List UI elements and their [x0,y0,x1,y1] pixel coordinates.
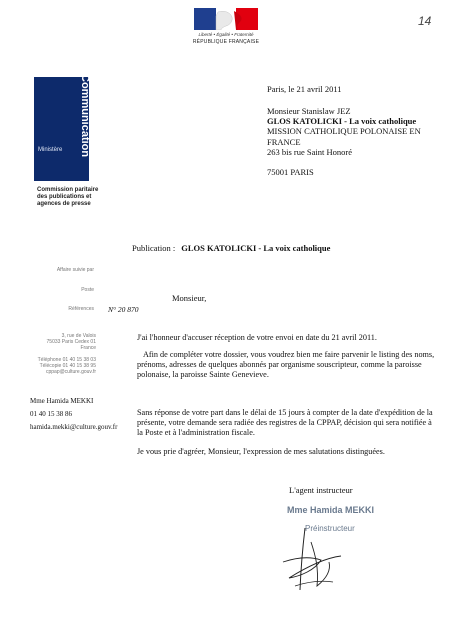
republique-francaise-logo [190,8,262,50]
recipient-organization: MISSION CATHOLIQUE POLONAISE EN [267,126,421,137]
ministry-label: Ministère [38,147,63,153]
commission-name [37,187,98,208]
recipient-organization-cont: FRANCE [267,136,301,147]
ministry-vertical-title [79,74,103,157]
ministry-communication-text: Communication [79,74,91,158]
address-fax: Télécopie 01 40 15 38 95 [39,363,96,369]
recipient-address [267,106,421,177]
reference-number: N° 20 870 [108,305,139,314]
ministry-culture-text: Culture [91,74,103,113]
affaire-label: Affaire suivie par [56,267,94,273]
body-paragraph: Je vous prie d'agréer, Monsieur, l'expression de mes salutations distinguées. [137,447,385,456]
logo-motto: Liberté • Égalité • Fraternité [198,32,254,37]
ministry-block [34,74,103,181]
handwritten-signature [275,520,365,595]
address-line: France [80,345,96,351]
page-number: 14 [418,14,432,28]
commission-line: des publications et [37,194,92,200]
address-line: 3, rue de Valois [61,333,96,339]
recipient-publication: GLOS KATOLICKI - La voix catholique [267,116,417,127]
recipient-street: 263 bis rue Saint Honoré [267,146,352,157]
salutation: Monsieur, [172,293,207,303]
commission-line: Commission paritaire [37,187,99,193]
signature-stamp-name: Mme Hamida MEKKI [287,505,375,515]
address-phone: Téléphone 01 40 15 38 03 [37,357,96,363]
recipient-city: 75001 PARIS [267,167,314,178]
ministry-address [20,333,96,375]
publication-label: Publication : [132,243,176,253]
commission-line: agences de presse [37,201,91,207]
body-paragraph: Afin de compléter votre dossier, vous voudrez bien me faire parvenir le listing des noms, prénoms, adresses de quelques abonnés par organisme souscripteur, comme la paroisse polonaise, la paroisse Sainte Genevieve. [137,350,435,380]
signature-stamp-role: Préinstructeur [305,524,355,533]
letter-date: Paris, le 21 avril 2011 [267,84,342,94]
recipient-name: Monsieur Stanislaw JEZ [267,106,351,116]
contact-phone: 01 40 15 38 86 [30,410,72,418]
address-email: cppap@culture.gouv.fr [45,369,96,375]
body-paragraph: J'ai l'honneur d'accuser réception de votre envoi en date du 21 avril 2011. [137,333,377,342]
marianne-emblem [194,8,258,30]
poste-label: Poste [81,287,94,293]
contact-email: hamida.mekki@culture.gouv.fr [30,423,118,431]
address-line: 75033 Paris Cedex 01 [46,339,96,345]
body-paragraph: Sans réponse de votre part dans le délai de 15 jours à compter de la date d'expédition de la présente, votre demande sera radiée des registres de la CPPAP, décision qui sera notifiée à la Poste et à l'administration fiscale. [137,408,433,438]
logo-republic-text: RÉPUBLIQUE FRANÇAISE [192,39,260,45]
contact-name: Mme Hamida MEKKI [30,397,94,405]
publication-title: GLOS KATOLICKI - La voix catholique [181,243,331,253]
references-label: Références [68,306,94,312]
publication-line [132,243,330,253]
signature-title: L'agent instructeur [289,485,353,495]
